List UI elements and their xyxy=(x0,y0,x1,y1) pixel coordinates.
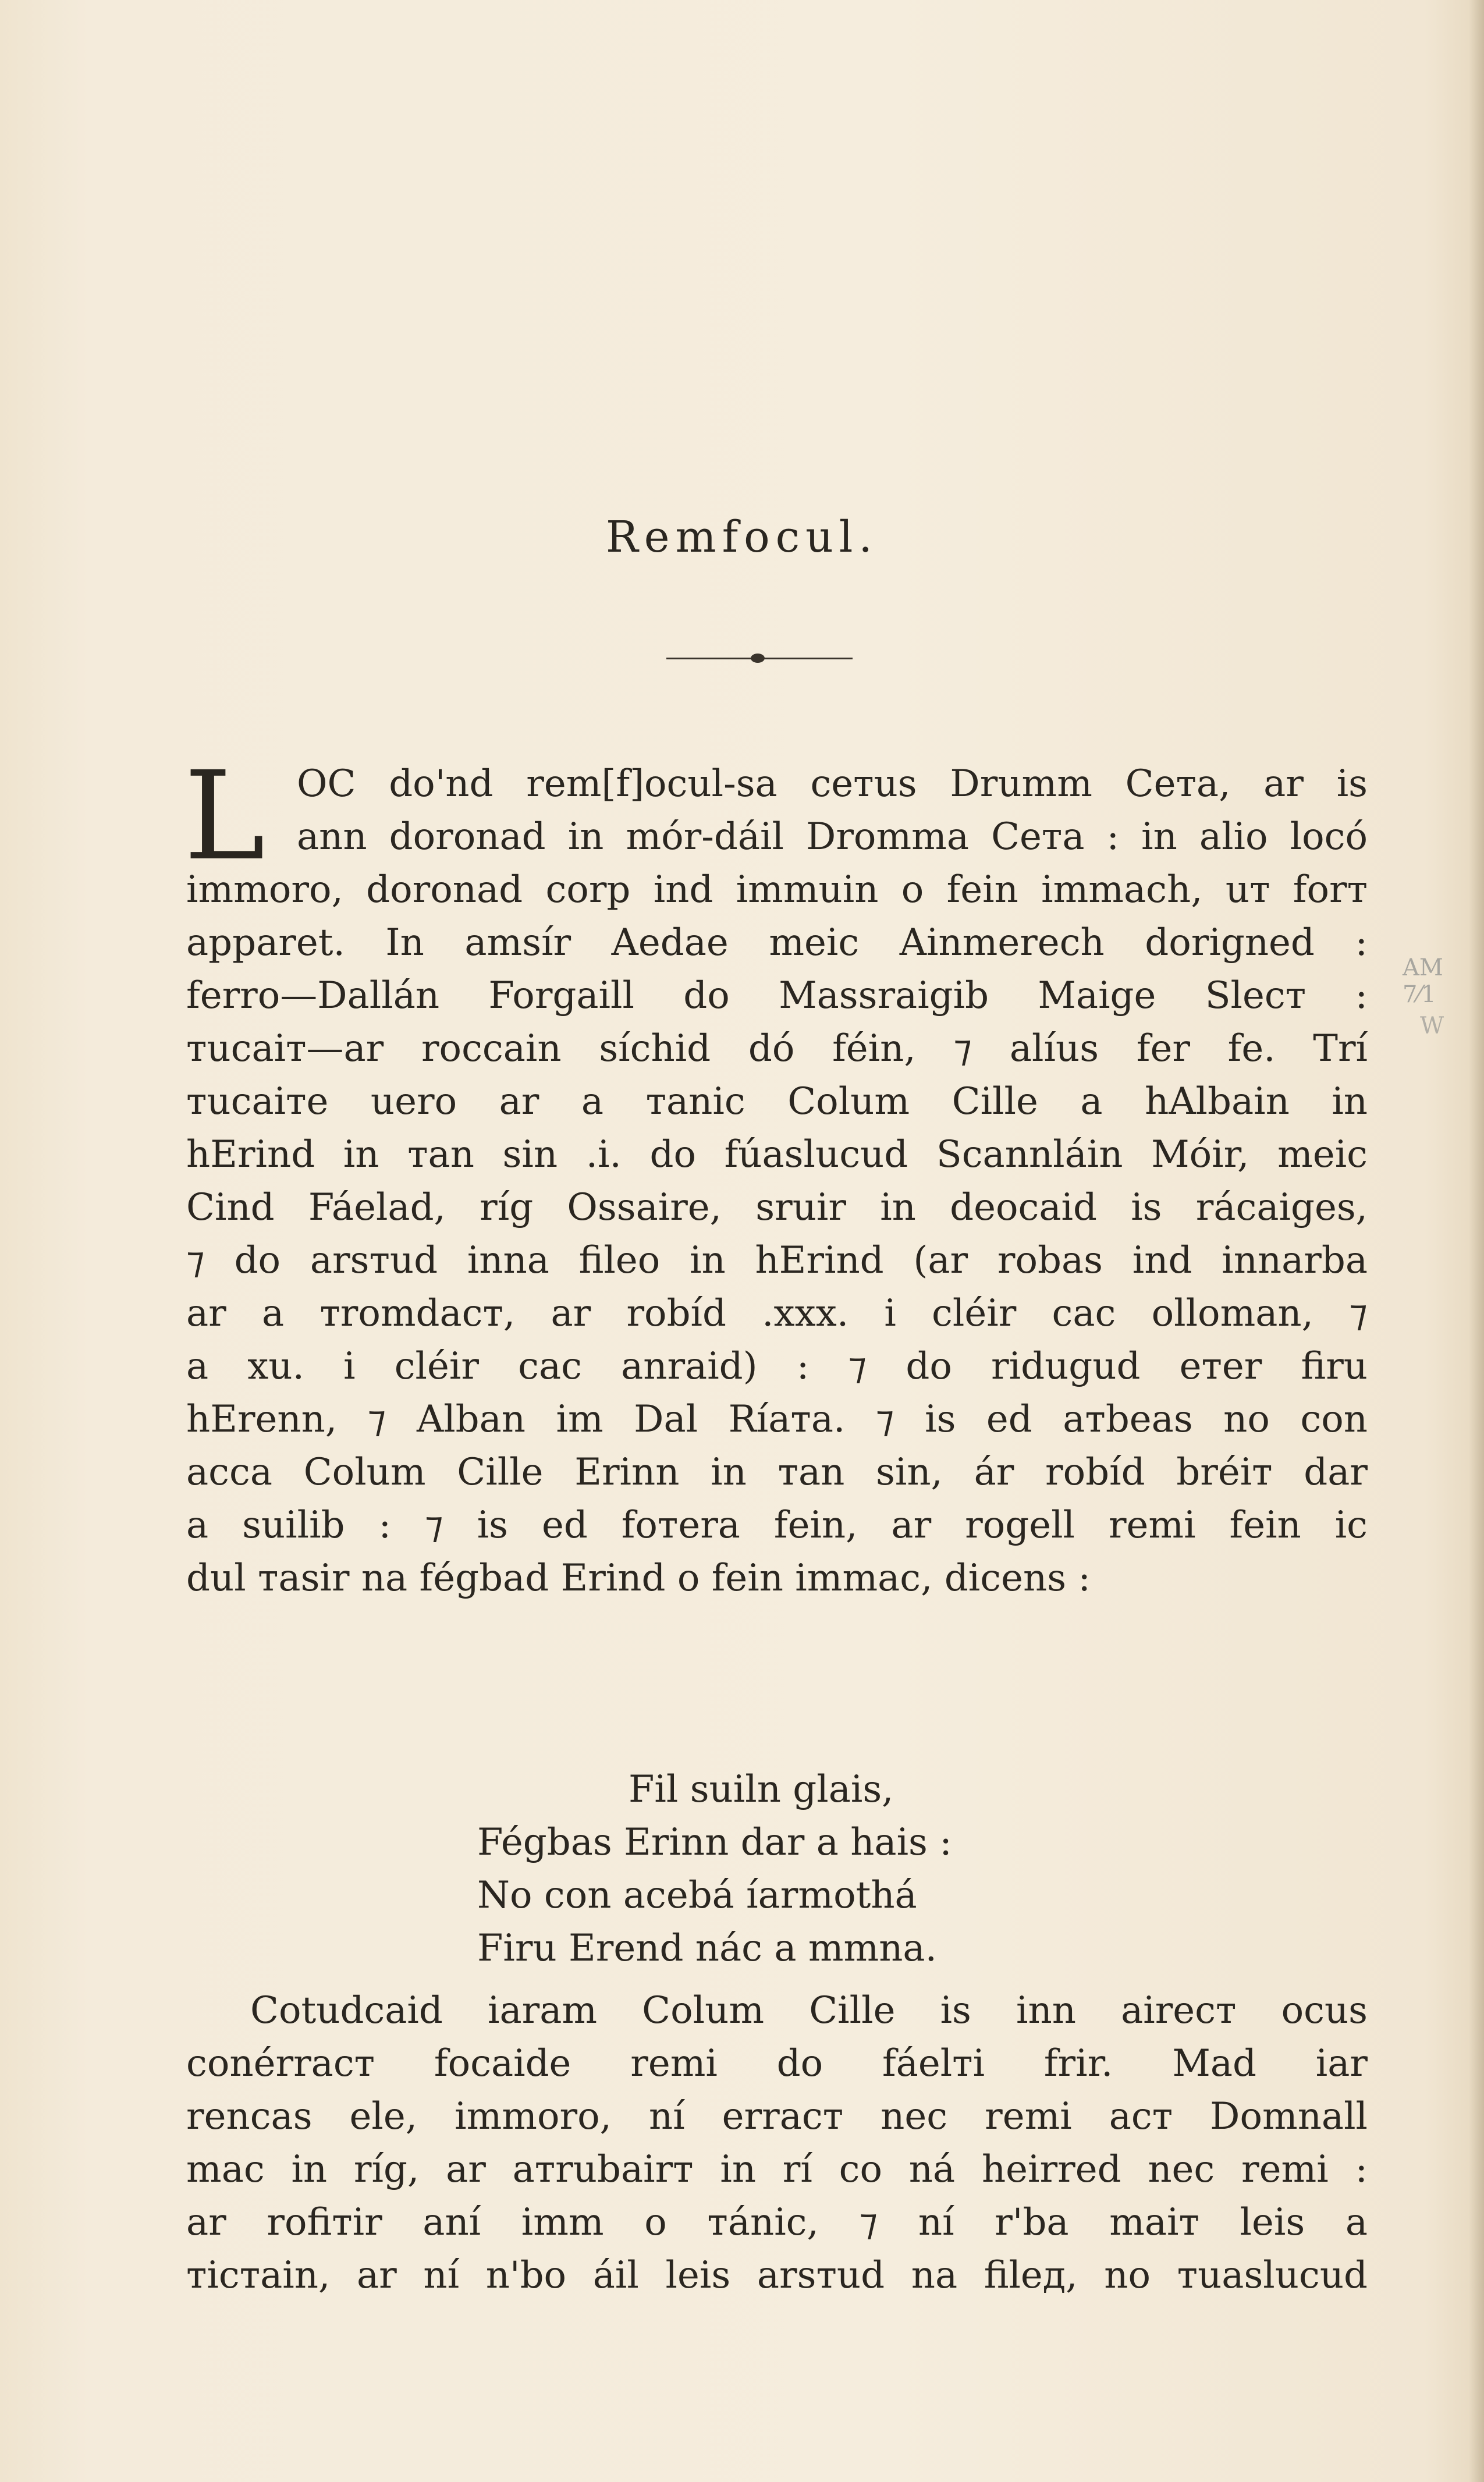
text-line: hErenn, ⁊ Alban im Dal Ríaтa. ⁊ is ed aтbeas no con xyxy=(186,1398,1368,1441)
verse-line: Firu Erend nác a mmna. xyxy=(477,1927,937,1970)
text-line: тucaiт—ar roccain síchid dó féin, ⁊ alíus fer fe. Trí xyxy=(186,1027,1368,1070)
verse-line: Fégbas Erinn dar a hais : xyxy=(477,1821,952,1864)
verse xyxy=(477,1763,952,1975)
text-line: тucaiтe uero ar a тanic Colum Cille a hAlbain in xyxy=(186,1080,1368,1123)
verse-line: No con acebá íarmothá xyxy=(477,1874,917,1917)
text-line: mac in ríg, ar aтrubairт in rí co ná heirred nec remi : xyxy=(186,2148,1368,2191)
text-line: тicтain, ar ní n'bo áil leis arsтud na fileд, no тuaslucud xyxy=(186,2254,1368,2297)
text-line: immoro, doronad corp ind immuin o fein immach, uт forт xyxy=(186,868,1368,911)
text-line: a suilib : ⁊ is ed foтera fein, ar rogell remi fein ic xyxy=(186,1504,1368,1547)
text-line: OC do'nd rem[f]ocul-sa ceтus Drumm Ceтa, ar is xyxy=(297,762,1368,805)
ornamental-rule-dot xyxy=(751,654,765,663)
text-line: a xu. i cléir cac anraid) : ⁊ do ridugud eтer firu xyxy=(186,1345,1368,1388)
text-line: conérracт focaide remi do fáelтi frir. Mad iar xyxy=(186,2042,1368,2085)
text-line: ann doronad in mór-dáil Dromma Ceтa : in alio locó xyxy=(297,815,1368,858)
text-line: Cotudcaid iaram Colum Cille is inn airecт ocus xyxy=(250,1989,1368,2032)
text-line: acca Colum Cille Erinn in тan sin, ár robíd bréiт dar xyxy=(186,1451,1368,1494)
text-line: ⁊ do arsтud inna fileo in hErind (ar robas ind innarba xyxy=(186,1239,1368,1282)
text-line: ar a тromdacт, ar robíd .xxx. i cléir cac olloman, ⁊ xyxy=(186,1292,1368,1335)
text-line: ar rofiтir aní imm o тánic, ⁊ ní r'ba maiт leis a xyxy=(186,2201,1368,2244)
paragraph-two xyxy=(186,1984,1368,2302)
margin-annotation-secondary: W xyxy=(1420,1013,1444,1039)
text-line: apparet. In amsír Aedae meic Ainmerech dorigned : xyxy=(186,921,1368,964)
paragraph-one xyxy=(184,745,1368,1605)
margin-annotation: AM 7⁄1 xyxy=(1403,954,1443,1008)
drop-cap: L xyxy=(184,745,265,887)
page-title: Remfocul. xyxy=(606,512,878,562)
verse-line: Fil suiln glais, xyxy=(629,1768,894,1811)
text-line: ferro—Dallán Forgaill do Massraigib Maige Slecт : xyxy=(186,974,1368,1017)
text-line: dul тasir na fégbad Erind o fein immac, dicens : xyxy=(186,1557,1091,1600)
text-line: hErind in тan sin .i. do fúaslucud Scannláin Móir, meic xyxy=(186,1133,1368,1176)
text-line: rencas ele, immoro, ní erracт nec remi acт Domnall xyxy=(186,2095,1368,2138)
page-edge-shadow xyxy=(1469,0,1484,2482)
text-line: Cind Fáelad, ríg Ossaire, sruir in deocaid is rácaiges, xyxy=(186,1186,1368,1229)
